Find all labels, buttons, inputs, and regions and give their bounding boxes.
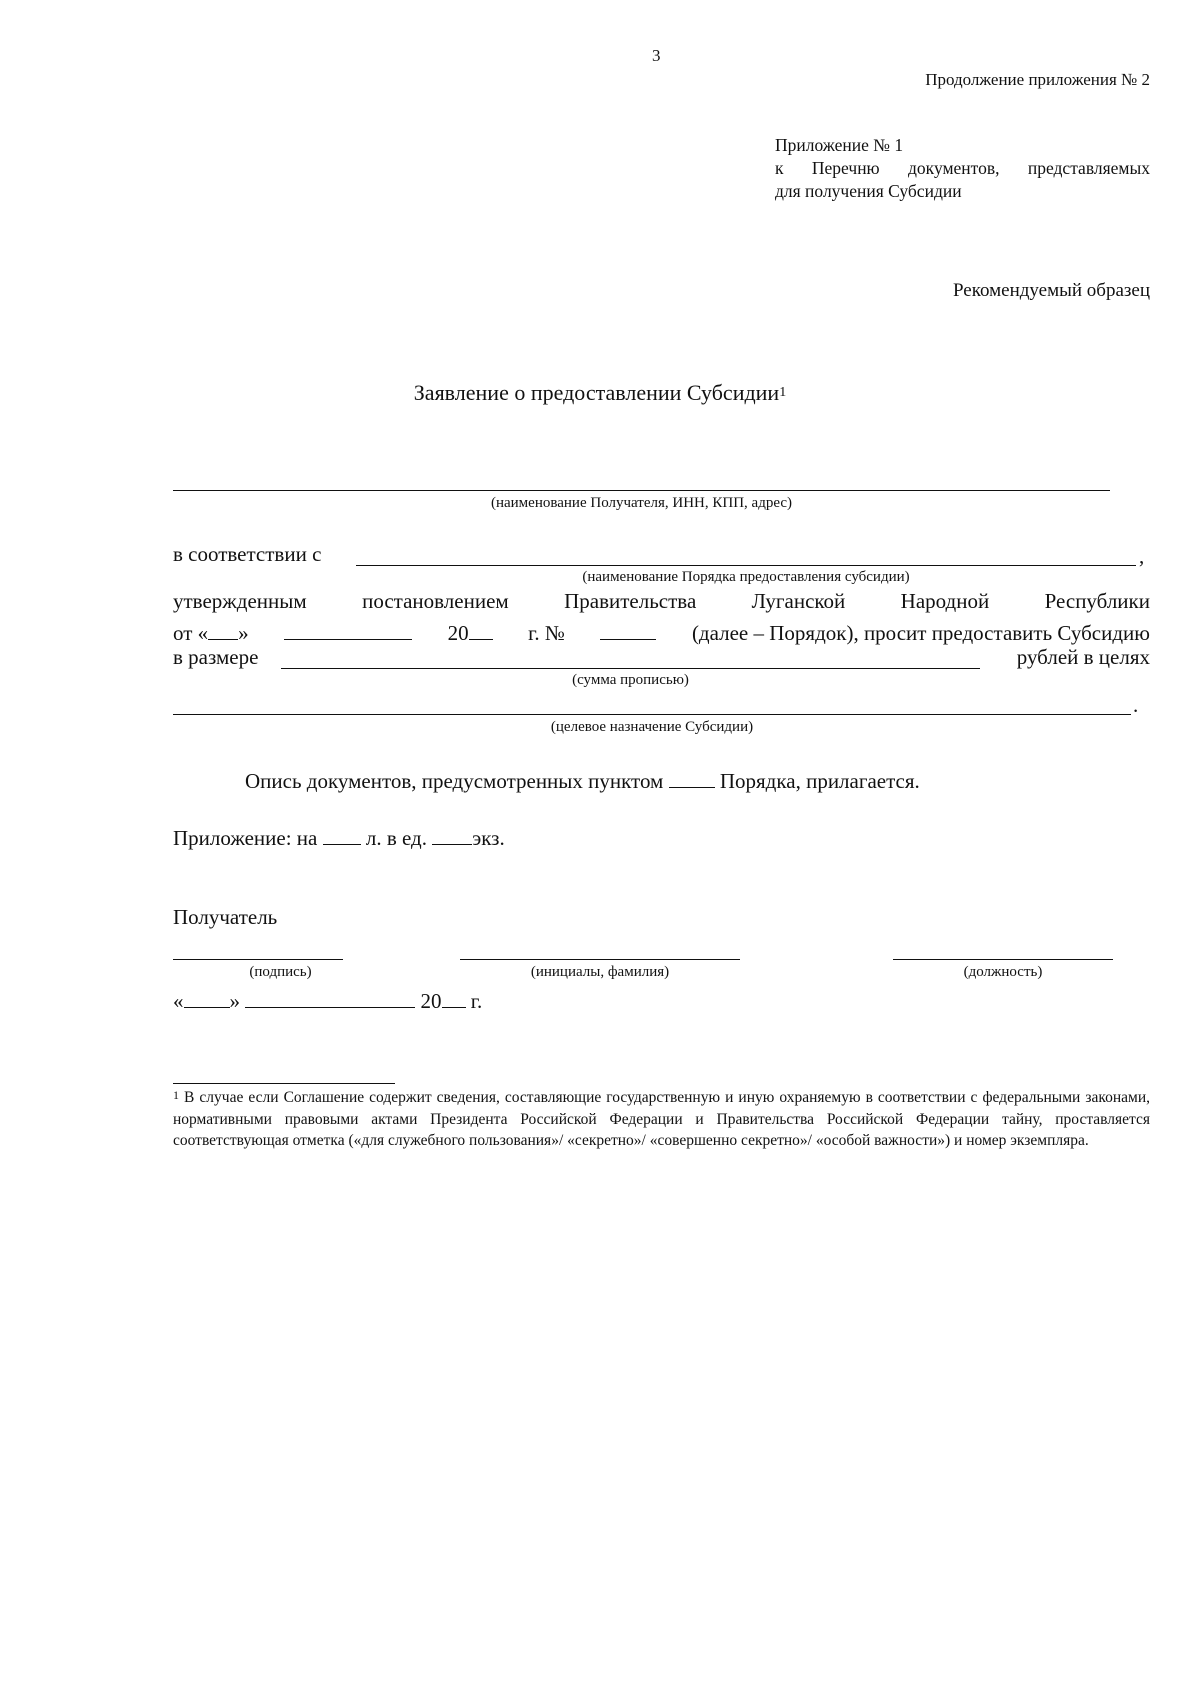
- approved-word: Республики: [1044, 589, 1150, 613]
- doc-title-text: Заявление о предоставлении Субсидии: [413, 380, 780, 405]
- procedure-caption: (наименование Порядка предоставления субсидии): [582, 569, 910, 585]
- attachment-line: [173, 822, 505, 851]
- hereinafter-text: (далее – Порядок), просит предоставить Субсидию: [691, 621, 1150, 645]
- procedure-comma: ,: [1139, 544, 1145, 568]
- appendix-line3: для получения Субсидии: [775, 181, 962, 201]
- month-blank[interactable]: [284, 617, 412, 640]
- footnote: [173, 1087, 1150, 1151]
- name-caption: (инициалы, фамилия): [530, 964, 670, 980]
- year-blank[interactable]: [469, 617, 493, 640]
- inventory-before: Опись документов, предусмотренных пунктом: [245, 769, 664, 793]
- amount-suffix: рублей в целях: [1016, 645, 1150, 669]
- name-blank[interactable]: [460, 959, 740, 960]
- attachment-middle: л. в ед.: [365, 826, 427, 850]
- copies-blank[interactable]: [432, 822, 472, 845]
- appendix-title: Приложение № 1: [775, 135, 904, 155]
- signing-year: 20 г.: [421, 989, 483, 1013]
- signing-month-blank[interactable]: [245, 985, 415, 1008]
- signing-date-line: « » 20 г.: [173, 985, 482, 1014]
- approved-word: Луганской: [751, 589, 846, 613]
- amount-prefix: в размере: [173, 645, 259, 669]
- signature-blank[interactable]: [173, 959, 343, 960]
- attachment-prefix: Приложение: на: [173, 826, 318, 850]
- amount-caption: (сумма прописью): [572, 672, 689, 688]
- sample-label: Рекомендуемый образец: [952, 280, 1150, 301]
- footnote-ref: 1: [779, 385, 787, 400]
- position-caption: (должность): [963, 964, 1043, 980]
- inventory-after: Порядка, прилагается.: [719, 769, 920, 793]
- recipient-caption: (наименование Получателя, ИНН, КПП, адрес): [490, 495, 793, 511]
- clause-blank[interactable]: [669, 765, 715, 788]
- purpose-caption: (целевое назначение Субсидии): [550, 719, 754, 735]
- amount-blank[interactable]: [281, 668, 980, 669]
- date-day-group: от « »: [173, 617, 249, 646]
- appendix-block: [775, 134, 1150, 203]
- continuation-note: Продолжение приложения № 2: [925, 70, 1150, 89]
- day-blank[interactable]: [208, 617, 238, 640]
- signing-year-blank[interactable]: [442, 985, 466, 1008]
- purpose-blank[interactable]: [173, 714, 1131, 715]
- inventory-line: [245, 765, 920, 794]
- sheets-blank[interactable]: [323, 822, 361, 845]
- appendix-line2: к Перечню документов, представляемых: [775, 158, 1150, 178]
- approved-line: [173, 589, 1150, 614]
- page-number: 3: [652, 46, 661, 65]
- resolution-number-blank[interactable]: [600, 617, 656, 640]
- recipient-label: Получатель: [173, 905, 278, 929]
- in-accordance-label: в соответствии с: [173, 542, 322, 566]
- purpose-period: .: [1133, 693, 1139, 717]
- approved-word: Народной: [900, 589, 990, 613]
- date-number-line: [173, 617, 1150, 646]
- approved-word: утвержденным: [173, 589, 307, 613]
- position-blank[interactable]: [893, 959, 1113, 960]
- doc-title: [0, 380, 1200, 406]
- approved-word: Правительства: [564, 589, 697, 613]
- signature-caption: (подпись): [249, 964, 312, 980]
- recipient-blank[interactable]: [173, 490, 1110, 491]
- signing-day-blank[interactable]: [184, 985, 230, 1008]
- footnote-separator: [173, 1083, 395, 1084]
- approved-word: постановлением: [362, 589, 509, 613]
- footnote-text: В случае если Соглашение содержит сведения, составляющие государственную и иную охраняемую в соответствии с федеральными законами, нормативными правовыми актами Президента Российской Федерации и Правительства Российской Федерации тайну, проставляется соответствующая отметка («для служебного пользования»/ «секретно»/ «совершенно секретно»/ «особой важности») и номер экземпляра.: [173, 1089, 1151, 1149]
- number-label: г. №: [528, 621, 565, 645]
- footnote-marker: 1: [173, 1088, 179, 1102]
- year-group: 20: [448, 617, 493, 646]
- attachment-suffix: экз.: [472, 826, 505, 850]
- procedure-blank[interactable]: [356, 565, 1136, 566]
